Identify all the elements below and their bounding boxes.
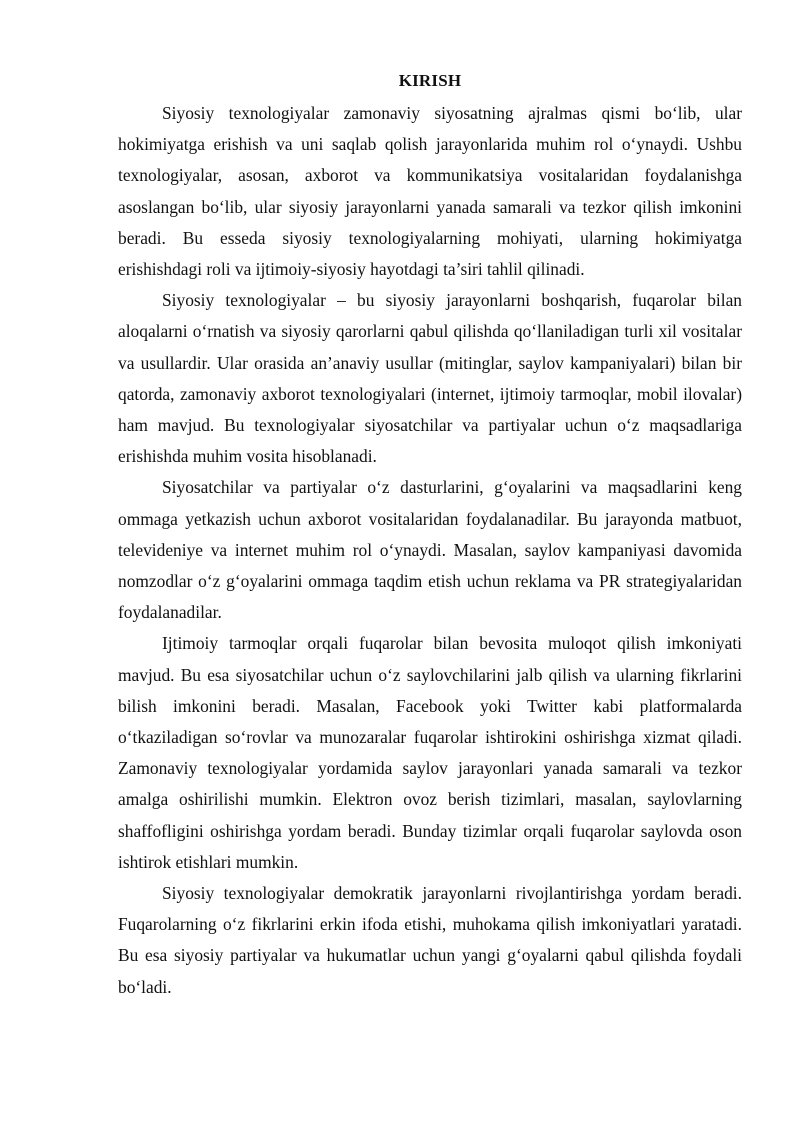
paragraph-3: Siyosatchilar va partiyalar o‘z dasturlarini, g‘oyalarini va maqsadlarini keng ommaga yetkazish uchun axborot vositalaridan foydalanadilar. Bu jarayonda matbuot, televideniye va internet muhim rol o‘ynaydi. Masalan, saylov kampaniyasi davomida nomzodlar o‘z g‘oyalarini ommaga taqdim etish uchun reklama va PR strategiyalaridan foydalanadilar. bbox=[118, 477, 742, 623]
paragraph-5: Siyosiy texnologiyalar demokratik jarayonlarni rivojlantirishga yordam beradi. Fuqarolarning o‘z fikrlarini erkin ifoda etishi, muhokama qilish imkoniyatlari yaratadi. Bu esa siyosiy partiyalar va hukumatlar uchun yangi g‘oyalarni qabul qilishda foydali bo‘ladi. bbox=[118, 883, 742, 997]
paragraph-2: Siyosiy texnologiyalar – bu siyosiy jarayonlarni boshqarish, fuqarolar bilan aloqalarni o‘rnatish va siyosiy qarorlarni qabul qilishda qo‘llaniladigan turli xil vositalar va usullardir. Ular orasida an’anaviy usullar (mitinglar, saylov kampaniyalari) bilan bir qatorda, zamonaviy axborot texnologiyalari (internet, ijtimoiy tarmoqlar, mobil ilovalar) ham mavjud. Bu texnologiyalar siyosatchilar va partiyalar uchun o‘z maqsadlariga erishishda muhim vosita hisoblanadi. bbox=[118, 290, 742, 467]
paragraph-4: Ijtimoiy tarmoqlar orqali fuqarolar bilan bevosita muloqot qilish imkoniyati mavjud. Bu esa siyosatchilar uchun o‘z saylovchilarini jalb qilish va ularning fikrlarini bilish imkonini beradi. Masalan, Facebook yoki Twitter kabi platformalarda o‘tkaziladigan so‘rovlar va munozaralar fuqarolar ishtirokini oshirishga xizmat qiladi. Zamonaviy texnologiyalar yordamida saylov jarayonlari yanada samarali va tezkor amalga oshirilishi mumkin. Elektron ovoz berish tizimlari, masalan, saylovlarning shaffofligini oshirishga yordam beradi. Bunday tizimlar orqali fuqarolar saylovda oson ishtirok etishlari mumkin. bbox=[118, 633, 742, 872]
page-title: KIRISH bbox=[398, 71, 462, 90]
document-page bbox=[118, 70, 742, 1003]
paragraph-1: Siyosiy texnologiyalar zamonaviy siyosatning ajralmas qismi bo‘lib, ular hokimiyatga erishish va uni saqlab qolish jarayonlarida muhim rol o‘ynaydi. Ushbu texnologiyalar, asosan, axborot va kommunikatsiya vositalaridan foydalanishga asoslangan bo‘lib, ular siyosiy jarayonlarni yanada samarali va tezkor qilish imkonini beradi. Bu esseda siyosiy texnologiyalarning mohiyati, ularning hokimiyatga erishishdagi roli va ijtimoiy-siyosiy hayotdagi ta’siri tahlil qilinadi. bbox=[118, 103, 742, 280]
